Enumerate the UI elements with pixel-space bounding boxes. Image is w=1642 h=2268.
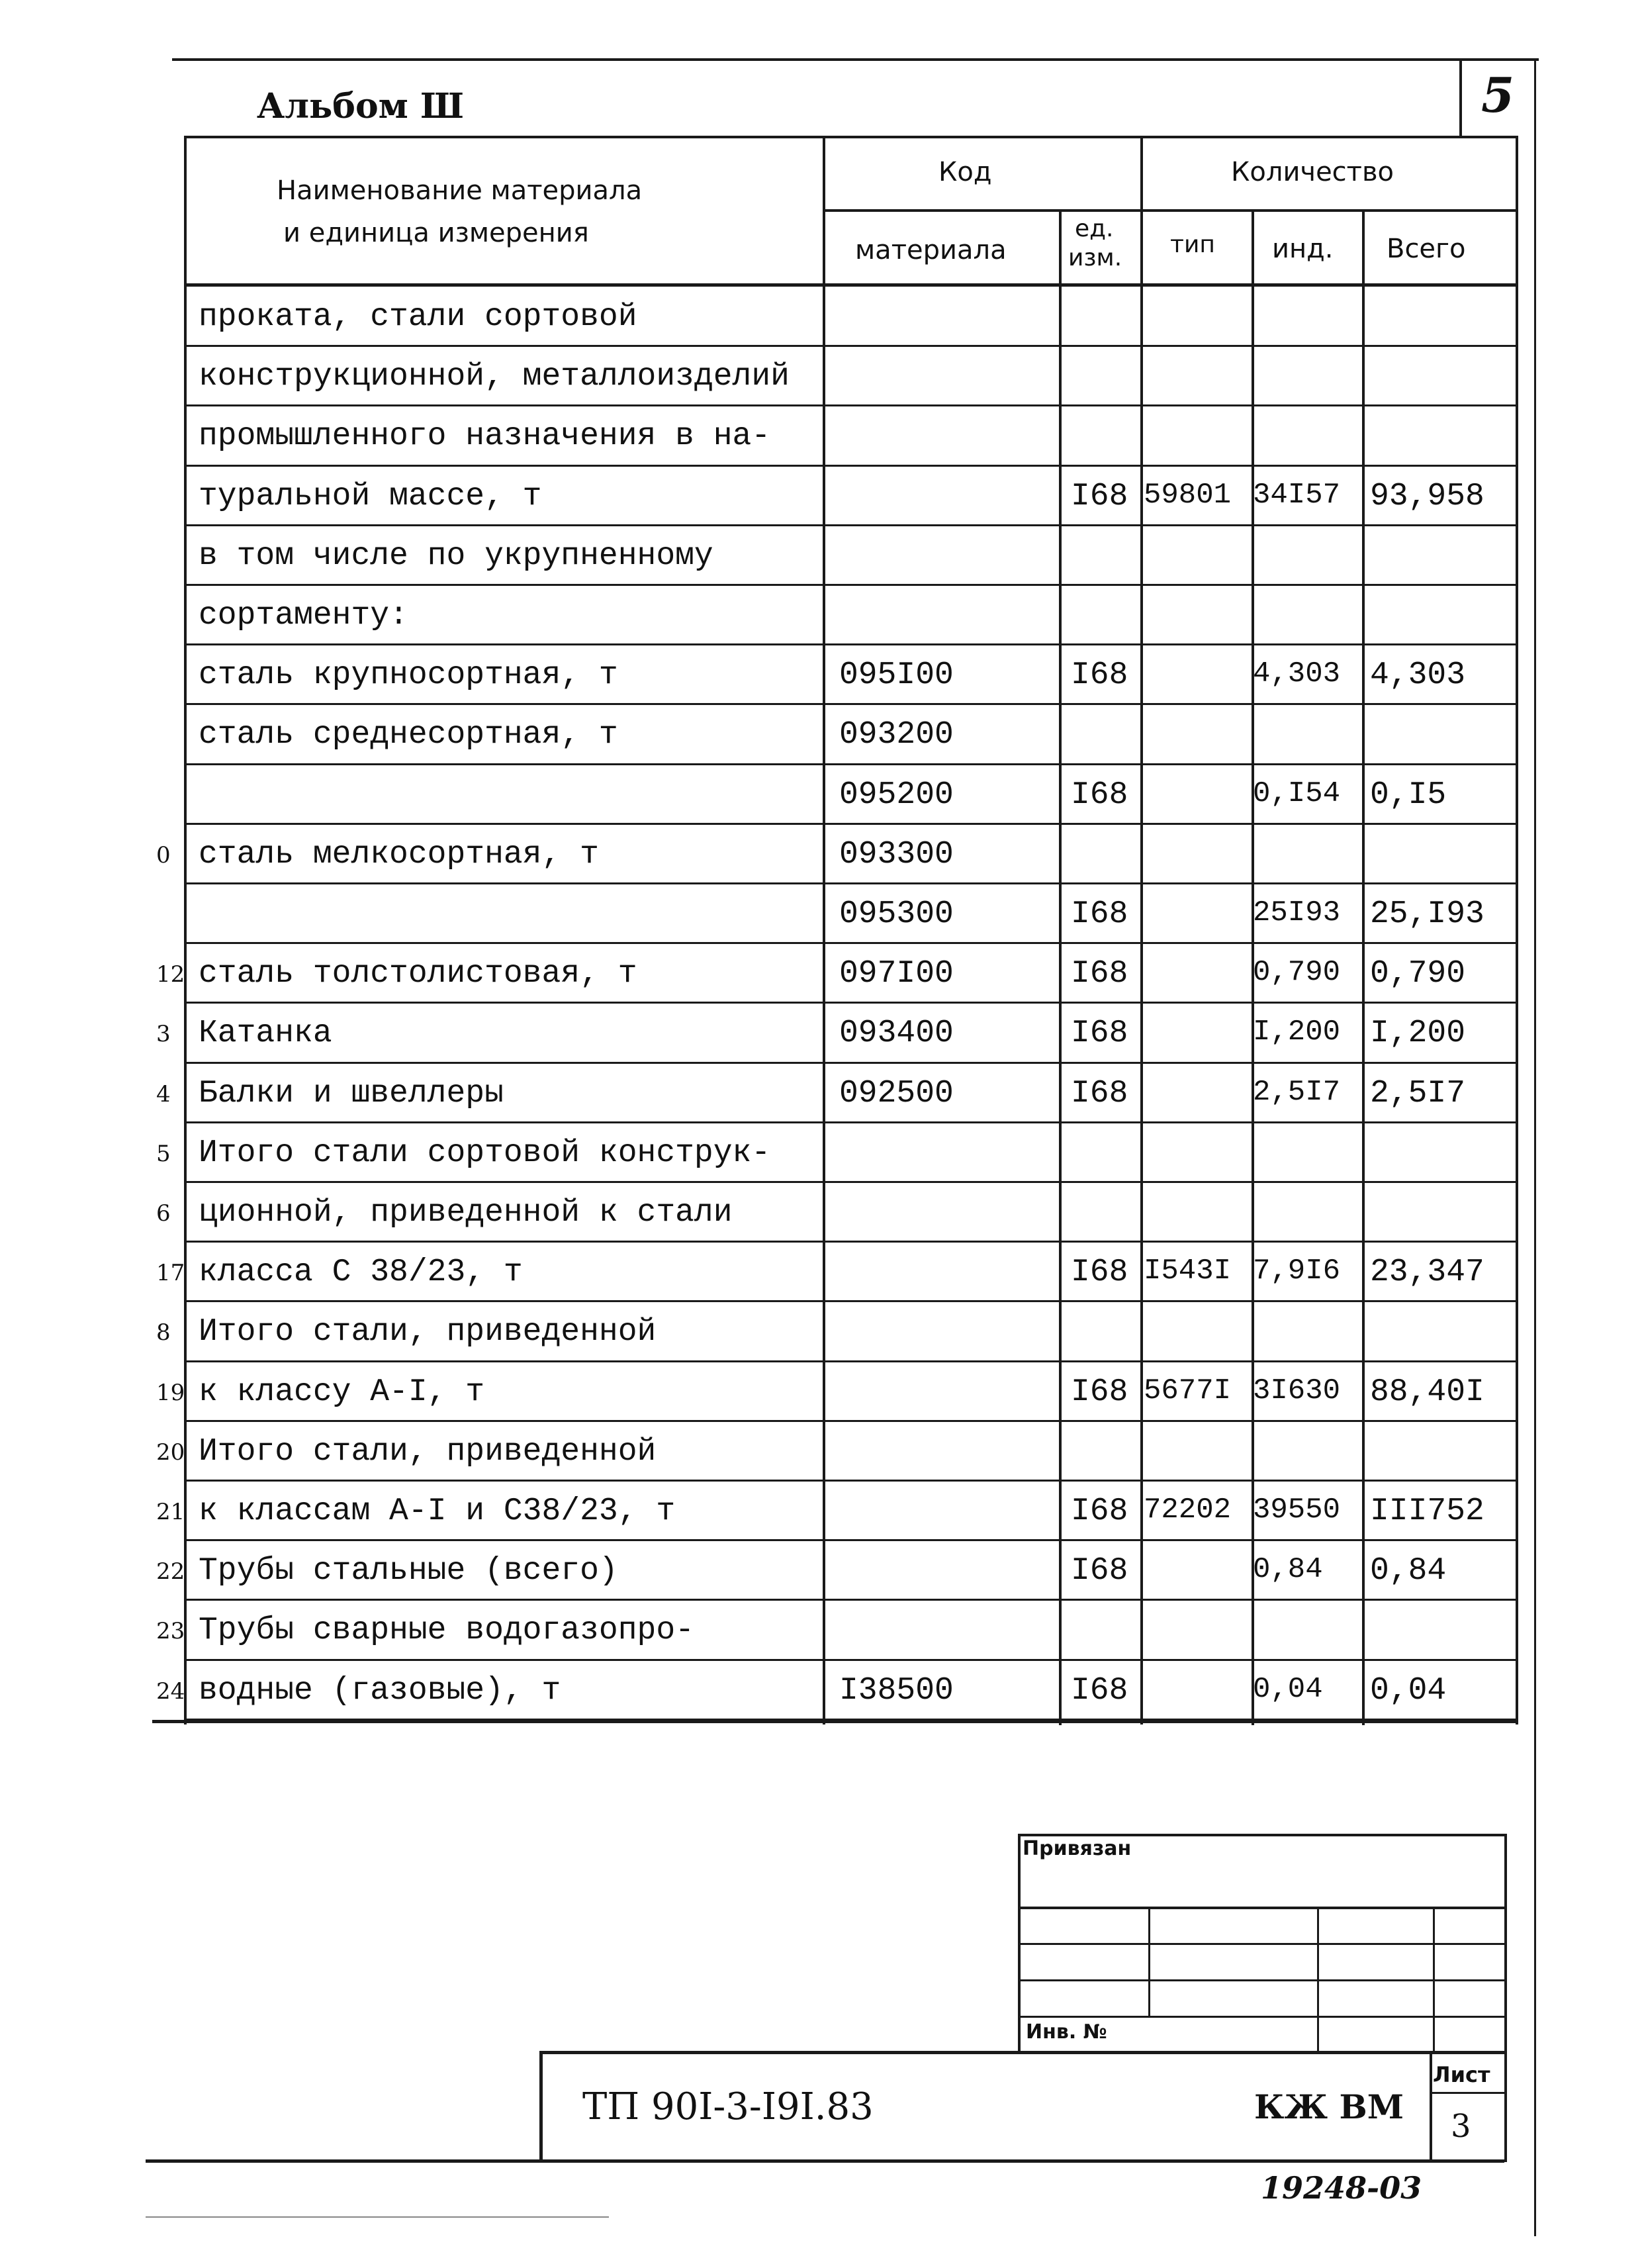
table-row	[0, 824, 1642, 884]
row-name: туральной массе, т	[199, 478, 542, 514]
row-name: сталь толстолистовая, т	[199, 956, 637, 992]
row-number: 20	[156, 1439, 185, 1466]
table-row	[0, 346, 1642, 406]
row-number: 4	[156, 1080, 171, 1108]
sheet-number: 3	[1451, 2108, 1471, 2145]
col-name-header-line2: и единица измерения	[283, 218, 589, 248]
row-qty-ind: 3I630	[1253, 1374, 1341, 1407]
table-row	[0, 287, 1642, 346]
table-row	[0, 1003, 1642, 1063]
table-row	[0, 1182, 1642, 1242]
document-code: ТП 90I-3-I9I.83	[582, 2085, 874, 2128]
row-unit-code: I68	[1071, 478, 1128, 514]
row-name: в том числе по укрупненному	[199, 538, 713, 574]
row-name: к классам А-I и С38/23, т	[199, 1493, 676, 1529]
row-name: Трубы сварные водогазопро-	[199, 1613, 694, 1649]
row-qty-ind: 0,04	[1253, 1672, 1323, 1706]
row-name: Балки и швеллеры	[199, 1075, 504, 1111]
col-unit-header-line1: ед.	[1075, 215, 1114, 242]
col-code-group-header: Код	[938, 157, 992, 187]
row-unit-code: I68	[1071, 956, 1128, 992]
row-name: проката, стали сортовой	[199, 299, 637, 335]
row-unit-code: I68	[1071, 1672, 1128, 1709]
row-name: Итого стали сортовой конструк-	[199, 1135, 771, 1171]
row-qty-ind: 2,5I7	[1253, 1075, 1341, 1109]
privyazan-label: Привязан	[1023, 1837, 1132, 1860]
row-number: 21	[156, 1499, 185, 1525]
row-unit-code: I68	[1071, 657, 1128, 694]
row-material-code: 093400	[839, 1016, 954, 1052]
row-qty-total: 2,5I7	[1370, 1075, 1466, 1111]
table-row	[0, 406, 1642, 465]
table-row	[0, 1242, 1642, 1301]
row-qty-ind: 0,I54	[1253, 777, 1341, 810]
row-name: водные (газовые), т	[199, 1672, 561, 1709]
row-qty-type: 72202	[1144, 1493, 1232, 1527]
table-row	[0, 585, 1642, 645]
table-row	[0, 1362, 1642, 1421]
row-qty-total: 4,303	[1370, 657, 1466, 694]
row-qty-type: 5677I	[1144, 1374, 1232, 1407]
row-number: 24	[156, 1677, 185, 1705]
row-name: Итого стали, приведенной	[199, 1433, 657, 1470]
sheet-label: Лист	[1433, 2062, 1490, 2087]
row-material-code: 093300	[839, 836, 954, 873]
row-qty-type: I543I	[1144, 1254, 1232, 1288]
table-row	[0, 645, 1642, 704]
row-material-code: 097I00	[839, 956, 954, 992]
row-qty-ind: 34I57	[1253, 478, 1341, 512]
row-material-code: 093200	[839, 717, 954, 753]
row-number: 12	[156, 961, 185, 988]
row-material-code: I38500	[839, 1672, 954, 1709]
row-number: 23	[156, 1618, 185, 1645]
row-unit-code: I68	[1071, 1553, 1128, 1589]
row-name: Катанка	[199, 1016, 332, 1052]
row-unit-code: I68	[1071, 1493, 1128, 1529]
row-number: 17	[156, 1260, 185, 1287]
row-name: Итого стали, приведенной	[199, 1314, 657, 1350]
row-name: сталь крупносортная, т	[199, 657, 618, 694]
row-unit-code: I68	[1071, 896, 1128, 932]
row-name: сортаменту:	[199, 598, 408, 634]
row-qty-ind: I,200	[1253, 1016, 1341, 1049]
row-number: 6	[156, 1200, 171, 1227]
col-ind-header: инд.	[1272, 234, 1334, 264]
table-row	[0, 466, 1642, 526]
row-name: ционной, приведенной к стали	[199, 1195, 733, 1231]
row-qty-ind: 0,84	[1253, 1553, 1323, 1587]
row-name: класса С 38/23, т	[199, 1254, 523, 1291]
row-qty-total: 0,84	[1370, 1553, 1447, 1589]
row-qty-total: 0,I5	[1370, 777, 1447, 813]
row-number: 8	[156, 1319, 171, 1347]
row-qty-total: 88,40I	[1370, 1374, 1484, 1410]
table-row	[0, 884, 1642, 943]
table-row	[0, 1123, 1642, 1182]
row-unit-code: I68	[1071, 1016, 1128, 1052]
col-type-header: тип	[1170, 231, 1215, 258]
row-qty-total: III752	[1370, 1493, 1484, 1529]
table-row	[0, 1540, 1642, 1600]
row-number: 19	[156, 1379, 185, 1406]
row-name: сталь среднесортная, т	[199, 717, 618, 753]
drawing-mark: КЖ ВМ	[1254, 2087, 1404, 2126]
col-name-header-line1: Наименование материала	[277, 175, 643, 206]
row-name: промышленного назначения в на-	[199, 418, 771, 455]
row-qty-ind: 4,303	[1253, 657, 1341, 691]
row-number: 5	[156, 1140, 171, 1167]
table-row	[0, 1481, 1642, 1540]
row-qty-total: I,200	[1370, 1016, 1466, 1052]
row-unit-code: I68	[1071, 1254, 1128, 1291]
table-row	[0, 1660, 1642, 1720]
table-row	[0, 1063, 1642, 1123]
table-row	[0, 526, 1642, 585]
col-material-header: материала	[855, 235, 1007, 265]
table-row	[0, 943, 1642, 1003]
archive-number: 19248-03	[1261, 2170, 1422, 2206]
table-row	[0, 704, 1642, 764]
table-row	[0, 1600, 1642, 1660]
page-number: 5	[1481, 67, 1515, 123]
table-row	[0, 1301, 1642, 1361]
col-quantity-group-header: Количество	[1231, 157, 1394, 187]
row-name: Трубы стальные (всего)	[199, 1553, 618, 1589]
row-material-code: 095I00	[839, 657, 954, 694]
row-name: сталь мелкосортная, т	[199, 836, 599, 873]
row-unit-code: I68	[1071, 777, 1128, 813]
row-unit-code: I68	[1071, 1374, 1128, 1410]
album-label: Альбом Ш	[257, 86, 464, 126]
row-qty-type: 59801	[1144, 478, 1232, 512]
row-qty-ind: 25I93	[1253, 896, 1341, 929]
row-qty-ind: 0,790	[1253, 956, 1341, 990]
table-row	[0, 1421, 1642, 1481]
row-qty-ind: 7,9I6	[1253, 1254, 1341, 1288]
row-material-code: 095200	[839, 777, 954, 813]
row-number: 22	[156, 1558, 185, 1585]
row-number: 0	[156, 841, 171, 869]
col-unit-header-line2: изм.	[1068, 244, 1122, 271]
row-qty-ind: 39550	[1253, 1493, 1341, 1527]
row-material-code: 095300	[839, 896, 954, 932]
row-qty-total: 25,I93	[1370, 896, 1484, 932]
col-total-header: Всего	[1387, 234, 1466, 264]
row-name: конструкционной, металлоизделий	[199, 359, 790, 395]
row-material-code: 092500	[839, 1075, 954, 1111]
table-row	[0, 765, 1642, 824]
row-number: 3	[156, 1021, 171, 1048]
row-qty-total: 93,958	[1370, 478, 1484, 514]
row-unit-code: I68	[1071, 1075, 1128, 1111]
row-qty-total: 0,790	[1370, 956, 1466, 992]
row-qty-total: 23,347	[1370, 1254, 1484, 1291]
inventory-number-label: Инв. №	[1026, 2020, 1107, 2044]
row-name: к классу А-I, т	[199, 1374, 485, 1410]
row-qty-total: 0,04	[1370, 1672, 1447, 1709]
